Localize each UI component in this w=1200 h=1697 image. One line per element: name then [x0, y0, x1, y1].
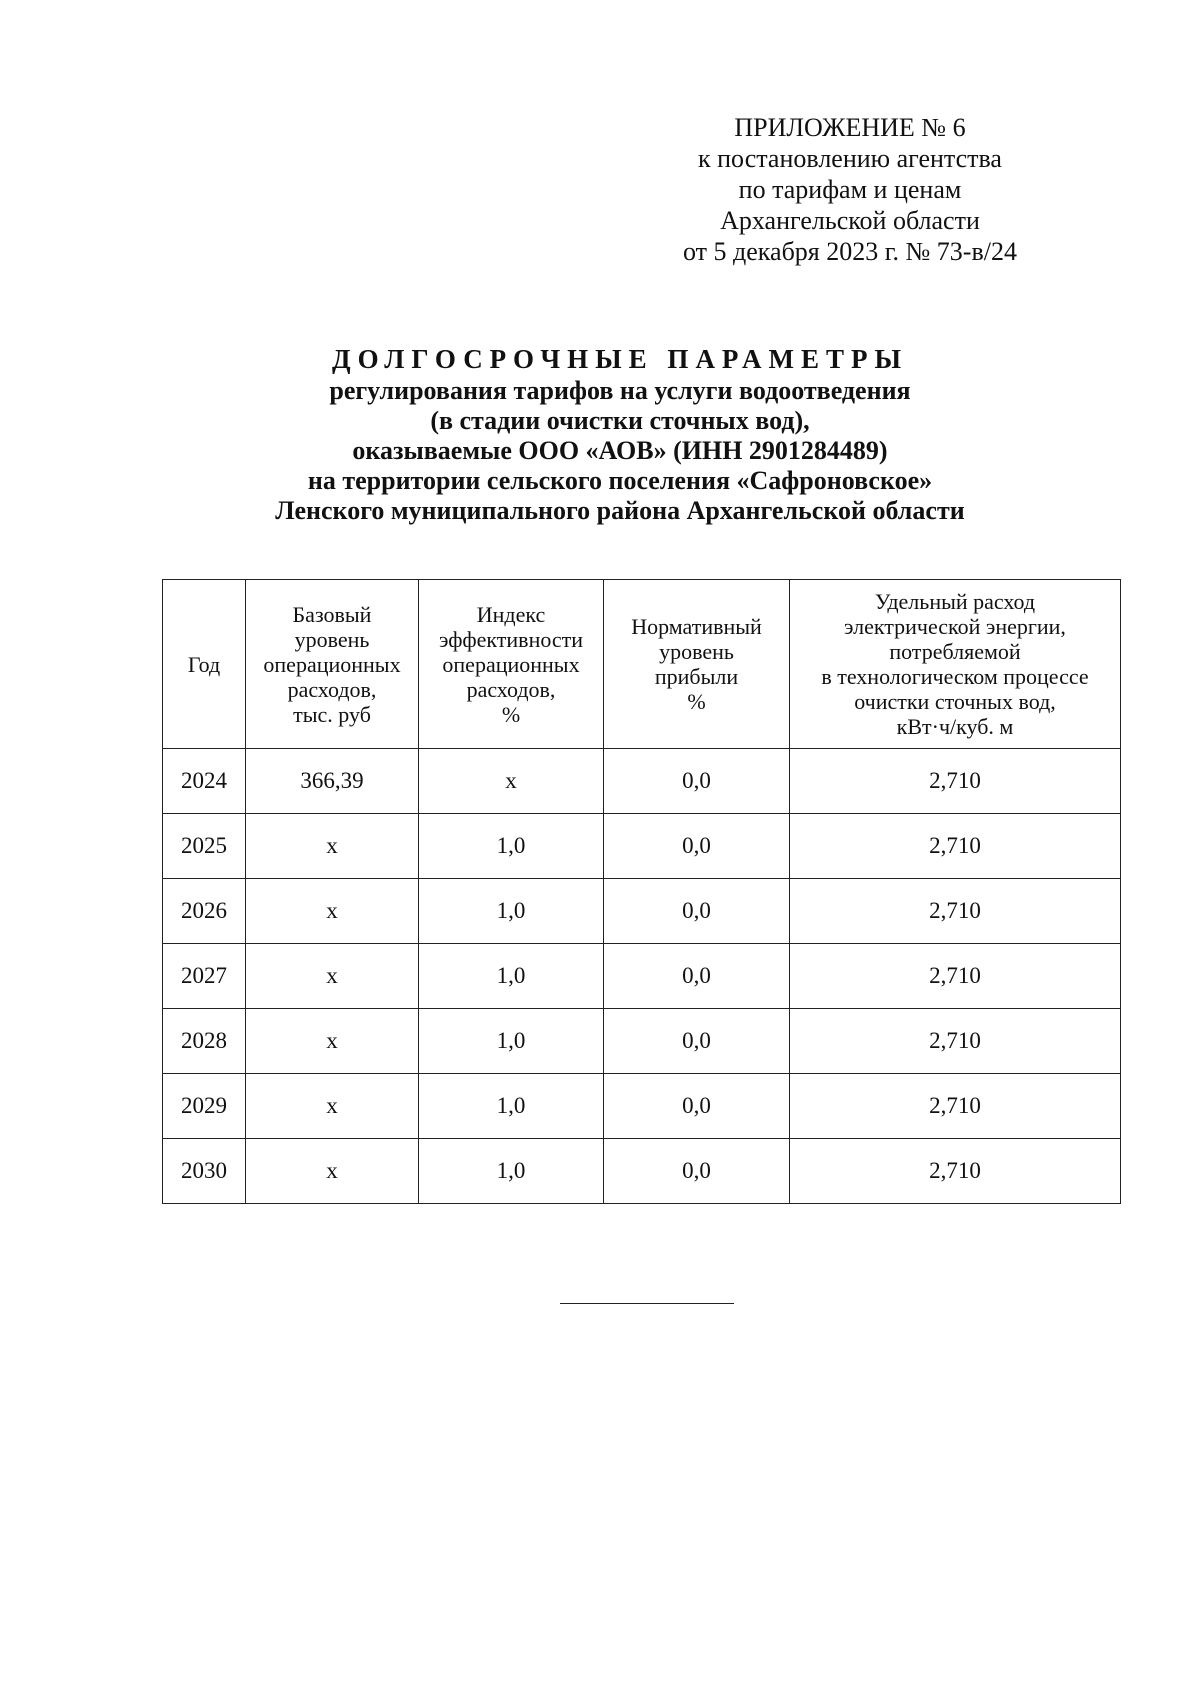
cell-energy-consumption: 2,710: [790, 1074, 1121, 1139]
table-row: [163, 1139, 1121, 1204]
header-profit-level: [604, 580, 790, 749]
cell-energy-consumption: 2,710: [790, 879, 1121, 944]
cell-base-opex: х: [246, 1009, 419, 1074]
appendix-line: по тарифам и ценам: [738, 175, 962, 204]
cell-energy-consumption: 2,710: [790, 814, 1121, 879]
cell-profit-level: 0,0: [604, 879, 790, 944]
appendix-date-line: от 5 декабря 2023 г. № 73-в/24: [683, 237, 1017, 266]
header-text: эффективности: [438, 626, 584, 652]
header-year: [163, 580, 246, 749]
table-row: [163, 944, 1121, 1009]
cell-profit-level: 0,0: [604, 944, 790, 1009]
header-text: операционных: [263, 651, 401, 677]
cell-base-opex: х: [246, 1139, 419, 1204]
cell-energy-consumption: 2,710: [790, 944, 1121, 1009]
cell-profit-level: 0,0: [604, 1139, 790, 1204]
cell-year: 2030: [163, 1139, 246, 1204]
appendix-block: [660, 112, 1040, 267]
header-text: Базовый: [292, 601, 372, 627]
cell-year: 2028: [163, 1009, 246, 1074]
header-text: прибыли: [654, 664, 739, 689]
header-efficiency-index: [419, 580, 604, 749]
cell-year: 2026: [163, 879, 246, 944]
header-text: %: [501, 701, 521, 727]
header-text: расходов,: [287, 676, 377, 702]
header-text: Нормативный: [631, 614, 762, 639]
header-text: Удельный расход: [874, 589, 1036, 614]
title-line: на территории сельского поселения «Сафроновское»: [307, 466, 933, 495]
header-text: в технологическом процессе: [821, 664, 1089, 689]
cell-profit-level: 0,0: [604, 814, 790, 879]
title-heading: ДОЛГОСРОЧНЫЕ ПАРАМЕТРЫ: [332, 344, 908, 374]
cell-base-opex: х: [246, 944, 419, 1009]
header-energy-consumption: [790, 580, 1121, 749]
header-text: расходов,: [466, 676, 556, 702]
header-text: Год: [187, 651, 221, 677]
cell-base-opex: х: [246, 814, 419, 879]
cell-base-opex: 366,39: [246, 749, 419, 814]
cell-efficiency-index: х: [419, 749, 604, 814]
appendix-line: к постановлению агентства: [698, 144, 1002, 173]
header-text: уровень: [659, 639, 734, 664]
header-text: очистки сточных вод,: [854, 689, 1056, 714]
cell-year: 2024: [163, 749, 246, 814]
title-line: регулирования тарифов на услуги водоотведения: [329, 376, 911, 405]
cell-efficiency-index: 1,0: [419, 944, 604, 1009]
cell-efficiency-index: 1,0: [419, 879, 604, 944]
cell-year: 2029: [163, 1074, 246, 1139]
cell-energy-consumption: 2,710: [790, 749, 1121, 814]
header-base-opex: [246, 580, 419, 749]
title-line: оказываемые ООО «АОВ» (ИНН 2901284489): [352, 436, 888, 465]
cell-efficiency-index: 1,0: [419, 1009, 604, 1074]
table-row: [163, 814, 1121, 879]
table-row: [163, 1009, 1121, 1074]
cell-efficiency-index: 1,0: [419, 1139, 604, 1204]
header-text: кВт·ч/куб. м: [896, 714, 1014, 739]
appendix-number: ПРИЛОЖЕНИЕ № 6: [734, 113, 966, 142]
title-line: Ленского муниципального района Архангельской области: [275, 496, 965, 525]
header-text: электрической энергии,: [844, 614, 1066, 639]
cell-year: 2027: [163, 944, 246, 1009]
appendix-line: Архангельской области: [720, 206, 980, 235]
table-header-row: [163, 580, 1121, 749]
cell-base-opex: х: [246, 1074, 419, 1139]
header-text: уровень: [294, 626, 370, 652]
title-line: (в стадии очистки сточных вод),: [430, 406, 810, 435]
header-text: тыс. руб: [293, 701, 371, 727]
cell-base-opex: х: [246, 879, 419, 944]
cell-profit-level: 0,0: [604, 749, 790, 814]
cell-year: 2025: [163, 814, 246, 879]
cell-efficiency-index: 1,0: [419, 1074, 604, 1139]
cell-profit-level: 0,0: [604, 1074, 790, 1139]
parameters-table: [162, 579, 1121, 1204]
header-text: %: [687, 689, 706, 714]
cell-energy-consumption: 2,710: [790, 1009, 1121, 1074]
document-title: [120, 344, 1120, 526]
cell-energy-consumption: 2,710: [790, 1139, 1121, 1204]
cell-efficiency-index: 1,0: [419, 814, 604, 879]
table-row: [163, 1074, 1121, 1139]
cell-profit-level: 0,0: [604, 1009, 790, 1074]
end-divider: [560, 1303, 734, 1304]
table-row: [163, 749, 1121, 814]
header-text: потребляемой: [889, 639, 1021, 664]
header-text: операционных: [442, 651, 580, 677]
header-text: Индекс: [476, 601, 546, 627]
table-row: [163, 879, 1121, 944]
